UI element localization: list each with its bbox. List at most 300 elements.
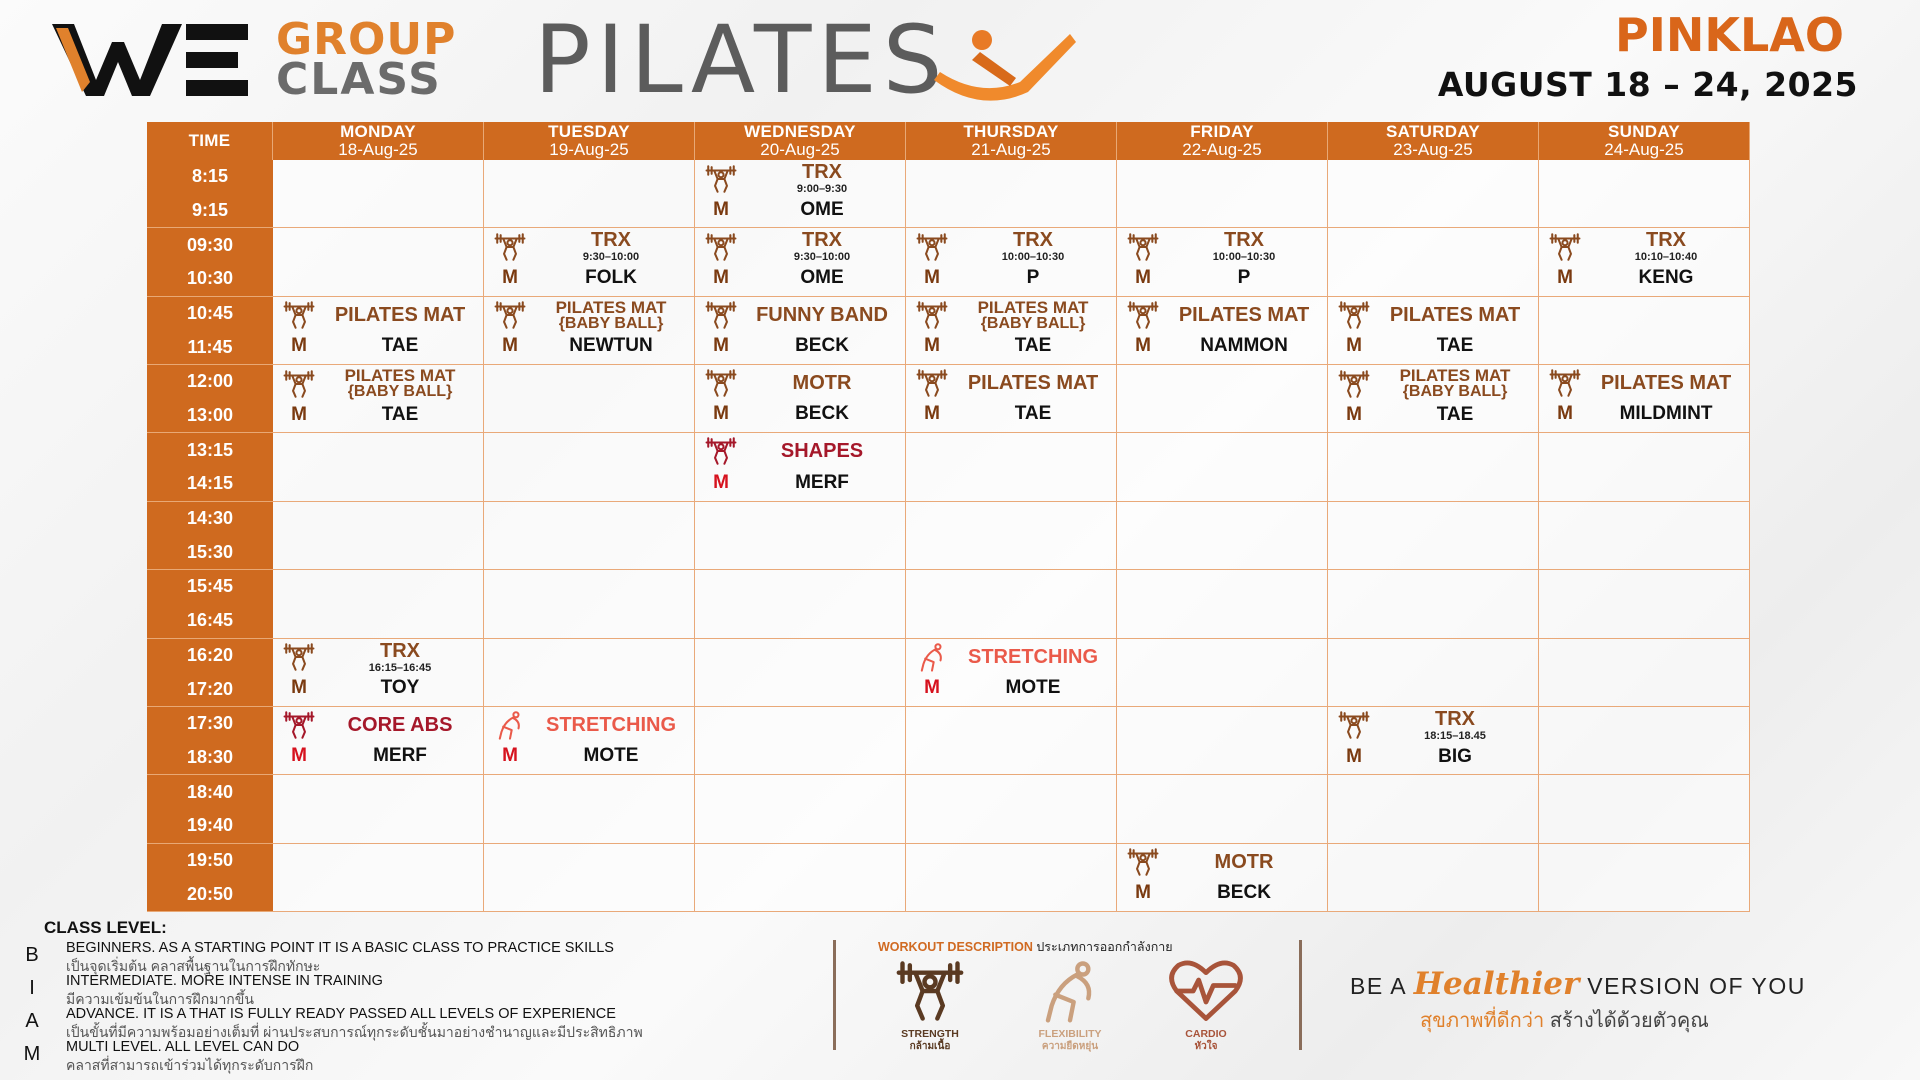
class-name: TRX bbox=[1224, 229, 1264, 252]
pilates-word: PILATES bbox=[534, 6, 949, 115]
strength-icon bbox=[488, 299, 532, 332]
schedule-cell bbox=[484, 844, 695, 912]
schedule-cell bbox=[1328, 775, 1539, 843]
time-slot bbox=[147, 160, 273, 228]
class-coach: TOY bbox=[380, 677, 420, 699]
footer-divider-right bbox=[1299, 940, 1302, 1050]
schedule-cell bbox=[484, 502, 695, 570]
time-slot bbox=[147, 707, 273, 775]
class-block[interactable] bbox=[1328, 707, 1538, 774]
time-slot bbox=[147, 570, 273, 638]
slot-end: 20:50 bbox=[186, 883, 234, 904]
workout-label-en: CARDIO bbox=[1185, 1028, 1227, 1040]
class-coach: TAE bbox=[381, 334, 419, 356]
class-title-box bbox=[1165, 230, 1323, 263]
class-title-box bbox=[743, 230, 901, 263]
time-slot bbox=[147, 297, 273, 365]
class-subtitle: {BABY BALL} bbox=[558, 314, 664, 332]
strength-icon bbox=[910, 230, 954, 263]
day-header-thursday bbox=[906, 122, 1117, 160]
class-coach: OME bbox=[800, 198, 844, 220]
time-slot bbox=[147, 844, 273, 912]
schedule-cell bbox=[695, 570, 906, 638]
slogan bbox=[1350, 966, 1806, 1002]
schedule-cell bbox=[906, 160, 1117, 228]
class-time: 10:10–10:40 bbox=[1634, 251, 1698, 264]
class-coach: TAE bbox=[1014, 403, 1052, 425]
workout-type-cardio bbox=[1146, 958, 1266, 1052]
level-description-th: มีความเข้มข้นในการฝึกมากขึ้น bbox=[66, 991, 254, 1007]
slot-end: 15:30 bbox=[186, 541, 234, 562]
class-coach: OME bbox=[800, 267, 844, 289]
strength-icon bbox=[1121, 230, 1165, 263]
class-title-box bbox=[1587, 367, 1745, 399]
class-subtitle: {BABY BALL} bbox=[980, 314, 1086, 332]
class-time: 10:00–10:30 bbox=[1212, 251, 1276, 264]
strength-icon bbox=[699, 162, 743, 195]
schedule-cell bbox=[273, 570, 484, 638]
cardio-strength-icon bbox=[699, 435, 743, 467]
schedule-cell bbox=[484, 228, 695, 296]
branch-title: PINKLAO bbox=[1615, 8, 1844, 62]
slot-start: 09:30 bbox=[186, 234, 234, 255]
workout-description-title bbox=[878, 937, 1173, 957]
strength-icon bbox=[699, 299, 743, 331]
class-name: TRX bbox=[802, 161, 842, 183]
strength-icon bbox=[910, 299, 954, 332]
schedule-cell bbox=[484, 297, 695, 365]
class-time: 9:30–10:00 bbox=[582, 251, 640, 264]
class-coach: P bbox=[1026, 267, 1040, 289]
level-letter: A bbox=[25, 1010, 39, 1032]
day-date: 19-Aug-25 bbox=[549, 140, 629, 159]
class-coach: TAE bbox=[1014, 335, 1052, 357]
class-coach: MILDMINT bbox=[1619, 403, 1713, 425]
schedule-cell bbox=[1328, 433, 1539, 501]
slogan-pre: BE A bbox=[1350, 973, 1414, 999]
day-header-tuesday bbox=[484, 122, 695, 160]
flexibility-icon bbox=[1010, 958, 1130, 1029]
level-description-th: เป็นจุดเริ่มต้น คลาสพื้นฐานในการฝึกทักษะ bbox=[66, 958, 321, 974]
class-title-box bbox=[954, 641, 1112, 673]
time-header-label: TIME bbox=[188, 131, 231, 151]
day-name: FRIDAY bbox=[1190, 122, 1254, 142]
strength-icon bbox=[1332, 299, 1376, 331]
schedule-cell bbox=[484, 160, 695, 228]
class-block[interactable] bbox=[273, 707, 483, 774]
level-description-th: คลาสที่สามารถเข้าร่วมได้ทุกระดับการฝึก bbox=[66, 1057, 314, 1073]
strength-icon bbox=[699, 230, 743, 263]
slot-end: 9:15 bbox=[191, 200, 229, 220]
slot-end: 14:15 bbox=[186, 473, 234, 494]
class-title-box bbox=[743, 299, 901, 331]
class-level: M bbox=[713, 198, 729, 220]
schedule-cell bbox=[273, 775, 484, 843]
day-header-saturday bbox=[1328, 122, 1539, 160]
schedule-cell bbox=[1328, 502, 1539, 570]
schedule-cell bbox=[1539, 502, 1750, 570]
slot-start: 13:15 bbox=[186, 439, 234, 460]
class-title-box bbox=[321, 367, 479, 400]
schedule-cell bbox=[1117, 297, 1328, 365]
schedule-cell bbox=[695, 707, 906, 775]
class-coach: MERF bbox=[795, 471, 849, 493]
day-header-monday bbox=[273, 122, 484, 160]
day-name: SUNDAY bbox=[1607, 122, 1681, 142]
class-coach: NEWTUN bbox=[569, 335, 653, 357]
schedule-cell bbox=[1539, 365, 1750, 433]
slot-end: 19:40 bbox=[186, 815, 234, 836]
class-name: PILATES MAT bbox=[555, 297, 667, 317]
class-title-box bbox=[321, 641, 479, 674]
class-level: M bbox=[1346, 745, 1362, 767]
time-slot bbox=[147, 228, 273, 296]
class-coach: P bbox=[1237, 267, 1251, 289]
schedule-cell bbox=[695, 228, 906, 296]
class-name: MOTR bbox=[792, 372, 852, 395]
slogan-thai-accent: สุขภาพที่ดีกว่า bbox=[1420, 1010, 1545, 1032]
strength-icon bbox=[1121, 846, 1165, 878]
class-title-box bbox=[1165, 299, 1323, 331]
level-letter: M bbox=[23, 1043, 41, 1065]
slot-start: 17:30 bbox=[186, 713, 234, 734]
schedule-cell bbox=[1117, 433, 1328, 501]
class-level: M bbox=[1135, 267, 1151, 289]
class-level: M bbox=[924, 676, 940, 698]
workout-description-th: ประเภทการออกกำลังกาย bbox=[1036, 940, 1173, 954]
class-name: MOTR bbox=[1214, 850, 1274, 873]
class-title-box bbox=[954, 367, 1112, 399]
strength-icon bbox=[277, 367, 321, 400]
class-title-box bbox=[1165, 846, 1323, 878]
class-level: M bbox=[713, 334, 729, 356]
strength-icon bbox=[277, 641, 321, 674]
slogan-accent: Healthier bbox=[1413, 966, 1580, 1002]
class-block[interactable] bbox=[273, 365, 483, 432]
schedule-cell bbox=[1539, 570, 1750, 638]
day-name: TUESDAY bbox=[548, 122, 630, 142]
time-slot bbox=[147, 502, 273, 570]
class-title-box bbox=[1376, 367, 1534, 400]
schedule-cell bbox=[1117, 228, 1328, 296]
slot-start: 8:15 bbox=[191, 166, 229, 187]
class-block[interactable] bbox=[273, 297, 483, 364]
class-name: PILATES MAT bbox=[1389, 303, 1521, 326]
class-name: PILATES MAT bbox=[1178, 303, 1310, 326]
slot-end: 13:00 bbox=[186, 405, 234, 426]
class-coach: KENG bbox=[1638, 267, 1694, 289]
class-level: M bbox=[924, 335, 940, 357]
schedule-cell bbox=[1117, 844, 1328, 912]
schedule-cell bbox=[695, 160, 906, 228]
schedule-cell bbox=[695, 502, 906, 570]
class-coach: TAE bbox=[1436, 403, 1474, 425]
class-block[interactable] bbox=[906, 365, 1116, 432]
class-name: STRETCHING bbox=[546, 713, 676, 736]
schedule-cell bbox=[906, 775, 1117, 843]
class-title-box bbox=[954, 299, 1112, 332]
class-title-box bbox=[1376, 299, 1534, 331]
schedule-cell bbox=[906, 365, 1117, 433]
slogan-thai bbox=[1420, 1004, 1709, 1036]
footer-divider-left bbox=[833, 940, 836, 1050]
class-title-box bbox=[743, 435, 901, 467]
strength-icon bbox=[1332, 367, 1376, 400]
schedule-cell bbox=[906, 228, 1117, 296]
schedule-cell bbox=[695, 639, 906, 707]
strength-icon bbox=[699, 367, 743, 399]
pilates-figure-icon bbox=[920, 22, 1080, 104]
class-block[interactable] bbox=[695, 297, 905, 364]
schedule-cell bbox=[484, 775, 695, 843]
class-level: M bbox=[502, 335, 518, 357]
schedule-cell bbox=[1117, 775, 1328, 843]
class-level: M bbox=[1557, 267, 1573, 289]
class-name: PILATES MAT bbox=[334, 303, 466, 326]
schedule-cell bbox=[695, 433, 906, 501]
cardio-icon bbox=[1146, 958, 1266, 1029]
class-title-box bbox=[743, 162, 901, 195]
class-level: M bbox=[291, 677, 307, 699]
class-block[interactable] bbox=[1539, 228, 1749, 295]
class-level: M bbox=[713, 267, 729, 289]
schedule-cell bbox=[906, 844, 1117, 912]
strength-icon bbox=[910, 367, 954, 399]
schedule-cell bbox=[1328, 570, 1539, 638]
class-level: M bbox=[291, 745, 307, 767]
class-level: M bbox=[291, 403, 307, 425]
schedule-cell bbox=[484, 707, 695, 775]
class-block[interactable] bbox=[695, 433, 905, 500]
schedule-cell bbox=[273, 228, 484, 296]
day-name: WEDNESDAY bbox=[744, 122, 856, 142]
schedule-cell bbox=[906, 639, 1117, 707]
schedule-cell bbox=[906, 502, 1117, 570]
day-date: 21-Aug-25 bbox=[971, 140, 1051, 159]
class-coach: BECK bbox=[795, 334, 849, 356]
slot-end: 10:30 bbox=[186, 268, 234, 289]
schedule-cell bbox=[1117, 639, 1328, 707]
class-time: 18:15–18.45 bbox=[1424, 729, 1486, 742]
class-level: M bbox=[1135, 881, 1151, 903]
strength-icon bbox=[277, 299, 321, 331]
slot-end: 17:20 bbox=[186, 678, 234, 699]
schedule-cell bbox=[273, 502, 484, 570]
slot-end: 18:30 bbox=[186, 746, 234, 767]
day-date: 22-Aug-25 bbox=[1182, 140, 1262, 159]
schedule-cell bbox=[1117, 707, 1328, 775]
class-block[interactable] bbox=[484, 707, 694, 774]
strength-icon bbox=[870, 958, 990, 1029]
schedule-cell bbox=[1539, 844, 1750, 912]
class-coach: BIG bbox=[1438, 745, 1472, 767]
class-subtitle: {BABY BALL} bbox=[1402, 383, 1508, 401]
slogan-thai-rest: สร้างได้ด้วยตัวคุณ bbox=[1544, 1010, 1709, 1032]
slot-start: 19:50 bbox=[186, 849, 234, 870]
time-slot bbox=[147, 433, 273, 501]
schedule-cell bbox=[906, 707, 1117, 775]
class-block[interactable] bbox=[1328, 297, 1538, 364]
schedule-cell bbox=[1117, 502, 1328, 570]
workout-label-th: กล้ามเนื้อ bbox=[909, 1040, 951, 1052]
stretching-icon bbox=[488, 709, 532, 741]
schedule-cell bbox=[1328, 365, 1539, 433]
schedule-cell bbox=[1539, 639, 1750, 707]
day-date: 24-Aug-25 bbox=[1604, 140, 1684, 159]
class-name: PILATES MAT bbox=[1399, 366, 1511, 386]
day-header-sunday bbox=[1539, 122, 1750, 160]
schedule-cell bbox=[1117, 160, 1328, 228]
class-coach: BECK bbox=[1217, 881, 1271, 903]
cardio-strength-icon bbox=[277, 709, 321, 741]
class-level: M bbox=[291, 334, 307, 356]
class-block[interactable] bbox=[484, 297, 694, 364]
schedule-cell bbox=[695, 365, 906, 433]
workout-label-en: FLEXIBILITY bbox=[1038, 1028, 1102, 1040]
schedule-cell bbox=[1328, 228, 1539, 296]
class-block[interactable] bbox=[484, 228, 694, 295]
class-name: CORE ABS bbox=[347, 713, 453, 736]
class-time: 9:00–9:30 bbox=[796, 183, 848, 195]
class-block[interactable] bbox=[1117, 297, 1327, 364]
class-block[interactable] bbox=[906, 639, 1116, 706]
day-header-wednesday bbox=[695, 122, 906, 160]
strength-icon bbox=[1543, 367, 1587, 399]
class-level: M bbox=[1135, 334, 1151, 356]
day-date: 23-Aug-25 bbox=[1393, 140, 1473, 159]
class-block[interactable] bbox=[695, 228, 905, 295]
schedule-cell bbox=[273, 297, 484, 365]
schedule-cell bbox=[273, 365, 484, 433]
schedule-cell bbox=[906, 297, 1117, 365]
class-name: TRX bbox=[1646, 229, 1686, 252]
slot-start: 10:45 bbox=[186, 303, 234, 324]
class-block[interactable] bbox=[1117, 844, 1327, 911]
schedule-cell bbox=[484, 433, 695, 501]
we-logo bbox=[52, 24, 252, 96]
class-level: M bbox=[502, 267, 518, 289]
day-name: MONDAY bbox=[340, 122, 416, 142]
class-coach: FOLK bbox=[585, 267, 637, 289]
class-block[interactable] bbox=[1117, 228, 1327, 295]
class-name: PILATES MAT bbox=[344, 366, 456, 386]
class-level: M bbox=[502, 745, 518, 767]
class-title-box bbox=[1376, 709, 1534, 742]
schedule-cell bbox=[1117, 570, 1328, 638]
week-range: AUGUST 18 – 24, 2025 bbox=[1437, 65, 1858, 104]
class-coach: MOTE bbox=[1005, 676, 1061, 698]
level-letter: B bbox=[25, 944, 39, 966]
schedule-cell bbox=[1328, 844, 1539, 912]
class-name: PILATES MAT bbox=[967, 372, 1099, 395]
class-level: M bbox=[924, 403, 940, 425]
schedule-cell bbox=[906, 570, 1117, 638]
schedule-grid bbox=[147, 122, 1751, 912]
class-coach: BECK bbox=[795, 403, 849, 425]
class-block[interactable] bbox=[906, 228, 1116, 295]
class-block[interactable] bbox=[273, 639, 483, 706]
class-level: M bbox=[924, 267, 940, 289]
slogan-post: VERSION OF YOU bbox=[1579, 973, 1806, 999]
slot-start: 16:20 bbox=[186, 644, 234, 665]
class-block[interactable] bbox=[695, 365, 905, 432]
workout-type-strength bbox=[870, 958, 990, 1052]
time-slot bbox=[147, 639, 273, 707]
schedule-cell bbox=[1328, 160, 1539, 228]
class-level: M bbox=[1346, 334, 1362, 356]
class-block[interactable] bbox=[906, 297, 1116, 364]
group-word: GROUP bbox=[276, 14, 457, 65]
stretching-icon bbox=[910, 641, 954, 673]
workout-label-th: หัวใจ bbox=[1194, 1040, 1218, 1052]
class-title-box bbox=[1587, 230, 1745, 263]
workout-type-flexibility bbox=[1010, 958, 1130, 1052]
schedule-cell bbox=[1328, 707, 1539, 775]
class-coach: MERF bbox=[373, 745, 427, 767]
level-description-en: INTERMEDIATE. MORE INTENSE IN TRAINING bbox=[66, 973, 383, 989]
class-time: 9:30–10:00 bbox=[793, 251, 851, 264]
class-name: PILATES MAT bbox=[977, 297, 1089, 317]
class-word: CLASS bbox=[276, 54, 442, 105]
class-level-title: CLASS LEVEL: bbox=[44, 918, 167, 937]
schedule-cell bbox=[484, 639, 695, 707]
slot-start: 12:00 bbox=[186, 371, 234, 392]
class-level: M bbox=[713, 403, 729, 425]
schedule-cell bbox=[695, 297, 906, 365]
day-header-friday bbox=[1117, 122, 1328, 160]
class-name: TRX bbox=[380, 639, 420, 662]
schedule-cell bbox=[273, 160, 484, 228]
schedule-cell bbox=[1539, 775, 1750, 843]
class-block[interactable] bbox=[1539, 365, 1749, 432]
schedule-cell bbox=[695, 775, 906, 843]
schedule-cell bbox=[1539, 160, 1750, 228]
level-description-th: เป็นขั้นที่มีความพร้อมอย่างเต็มที่ ผ่านประสบการณ์ทุกระดับชั้นมาอย่างชำนาญและมีประสิทธิภาพ bbox=[66, 1024, 643, 1040]
schedule-cell bbox=[273, 707, 484, 775]
class-coach: TAE bbox=[1436, 334, 1474, 356]
class-coach: NAMMON bbox=[1200, 334, 1288, 356]
class-name: SHAPES bbox=[780, 440, 864, 463]
class-coach: TAE bbox=[381, 403, 419, 425]
class-time: 16:15–16:45 bbox=[368, 661, 432, 674]
class-title-box bbox=[954, 230, 1112, 263]
workout-description-en: WORKOUT DESCRIPTION bbox=[878, 940, 1033, 954]
class-level: M bbox=[713, 471, 729, 493]
slot-start: 15:45 bbox=[186, 576, 234, 597]
schedule-cell bbox=[484, 570, 695, 638]
class-block[interactable] bbox=[1328, 365, 1538, 432]
schedule-cell bbox=[1539, 707, 1750, 775]
schedule-cell bbox=[1539, 433, 1750, 501]
level-letter: I bbox=[29, 977, 35, 999]
schedule-cell bbox=[1539, 297, 1750, 365]
schedule-cell bbox=[1328, 297, 1539, 365]
slot-start: 14:30 bbox=[186, 508, 234, 529]
day-date: 20-Aug-25 bbox=[760, 140, 840, 159]
class-level: M bbox=[1557, 403, 1573, 425]
class-level: M bbox=[1346, 403, 1362, 425]
strength-icon bbox=[1543, 230, 1587, 263]
class-title-box bbox=[743, 367, 901, 399]
strength-icon bbox=[488, 230, 532, 263]
class-block[interactable] bbox=[695, 160, 905, 227]
class-name: TRX bbox=[1435, 707, 1475, 730]
class-coach: MOTE bbox=[583, 745, 639, 767]
schedule-cell bbox=[1117, 365, 1328, 433]
class-name: TRX bbox=[802, 229, 842, 252]
schedule-cell bbox=[1328, 639, 1539, 707]
class-name: STRETCHING bbox=[968, 645, 1098, 668]
